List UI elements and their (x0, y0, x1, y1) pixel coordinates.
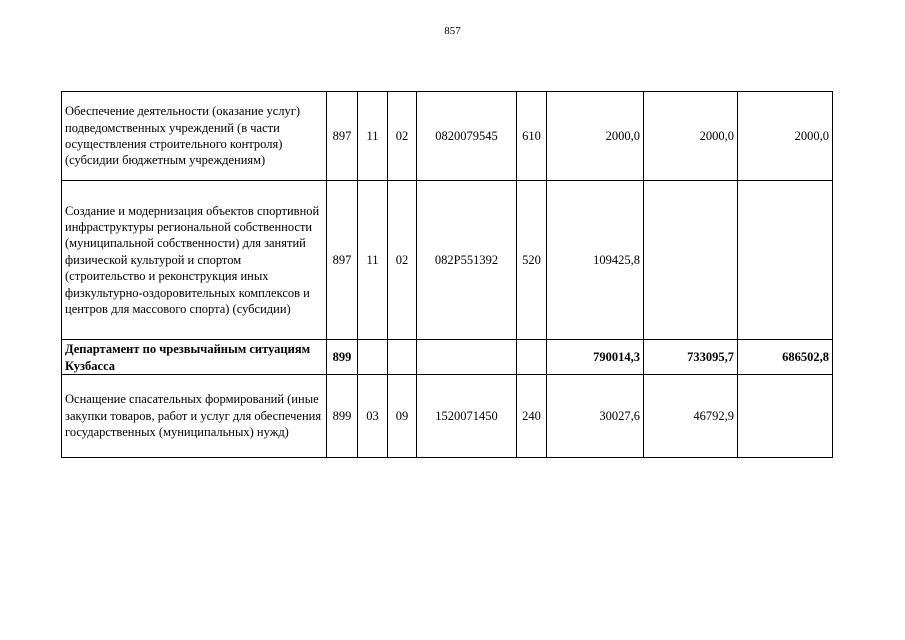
subsection-code (388, 340, 417, 375)
subsection-code: 09 (388, 375, 417, 458)
budget-table (61, 91, 833, 458)
subsection-code: 02 (388, 181, 417, 340)
section-code: 11 (358, 181, 388, 340)
amount-year-1: 2000,0 (547, 92, 644, 181)
table-row (62, 181, 833, 340)
amount-year-1: 30027,6 (547, 375, 644, 458)
target-article-code (417, 340, 517, 375)
subsection-code: 02 (388, 92, 417, 181)
section-code (358, 340, 388, 375)
expense-type-code: 610 (517, 92, 547, 181)
table-row-department (62, 340, 833, 375)
amount-year-2 (644, 181, 738, 340)
target-article-code: 1520071450 (417, 375, 517, 458)
amount-year-2: 2000,0 (644, 92, 738, 181)
expense-type-code: 520 (517, 181, 547, 340)
section-code: 03 (358, 375, 388, 458)
amount-year-3: 686502,8 (738, 340, 833, 375)
expense-name: Обеспечение деятельности (оказание услуг) подведомственных учреждений (в части осуществления строительного контроля) (субсидии бюджетным учреждениям) (62, 92, 327, 181)
section-code: 11 (358, 92, 388, 181)
page-number: 857 (444, 25, 461, 37)
ministry-code: 897 (327, 181, 358, 340)
expense-name: Создание и модернизация объектов спортивной инфраструктуры региональной собственности (муниципальной собственности) для занятий физической культурой и спортом (строительство и реконструкция иных физкультурно-оздоровительных комплексов и центров для массового спорта) (субсидии) (62, 181, 327, 340)
expense-type-code (517, 340, 547, 375)
expense-name: Оснащение спасательных формирований (иные закупки товаров, работ и услуг для обеспечения государственных (муниципальных) нужд) (62, 375, 327, 458)
amount-year-3 (738, 375, 833, 458)
target-article-code: 082P551392 (417, 181, 517, 340)
ministry-code: 897 (327, 92, 358, 181)
amount-year-2: 46792,9 (644, 375, 738, 458)
table-row (62, 92, 833, 181)
amount-year-2: 733095,7 (644, 340, 738, 375)
amount-year-3 (738, 181, 833, 340)
amount-year-1: 109425,8 (547, 181, 644, 340)
amount-year-3: 2000,0 (738, 92, 833, 181)
target-article-code: 0820079545 (417, 92, 517, 181)
amount-year-1: 790014,3 (547, 340, 644, 375)
ministry-code: 899 (327, 375, 358, 458)
ministry-code: 899 (327, 340, 358, 375)
expense-type-code: 240 (517, 375, 547, 458)
department-name: Департамент по чрезвычайным ситуациям Кузбасса (62, 340, 327, 375)
table-row (62, 375, 833, 458)
